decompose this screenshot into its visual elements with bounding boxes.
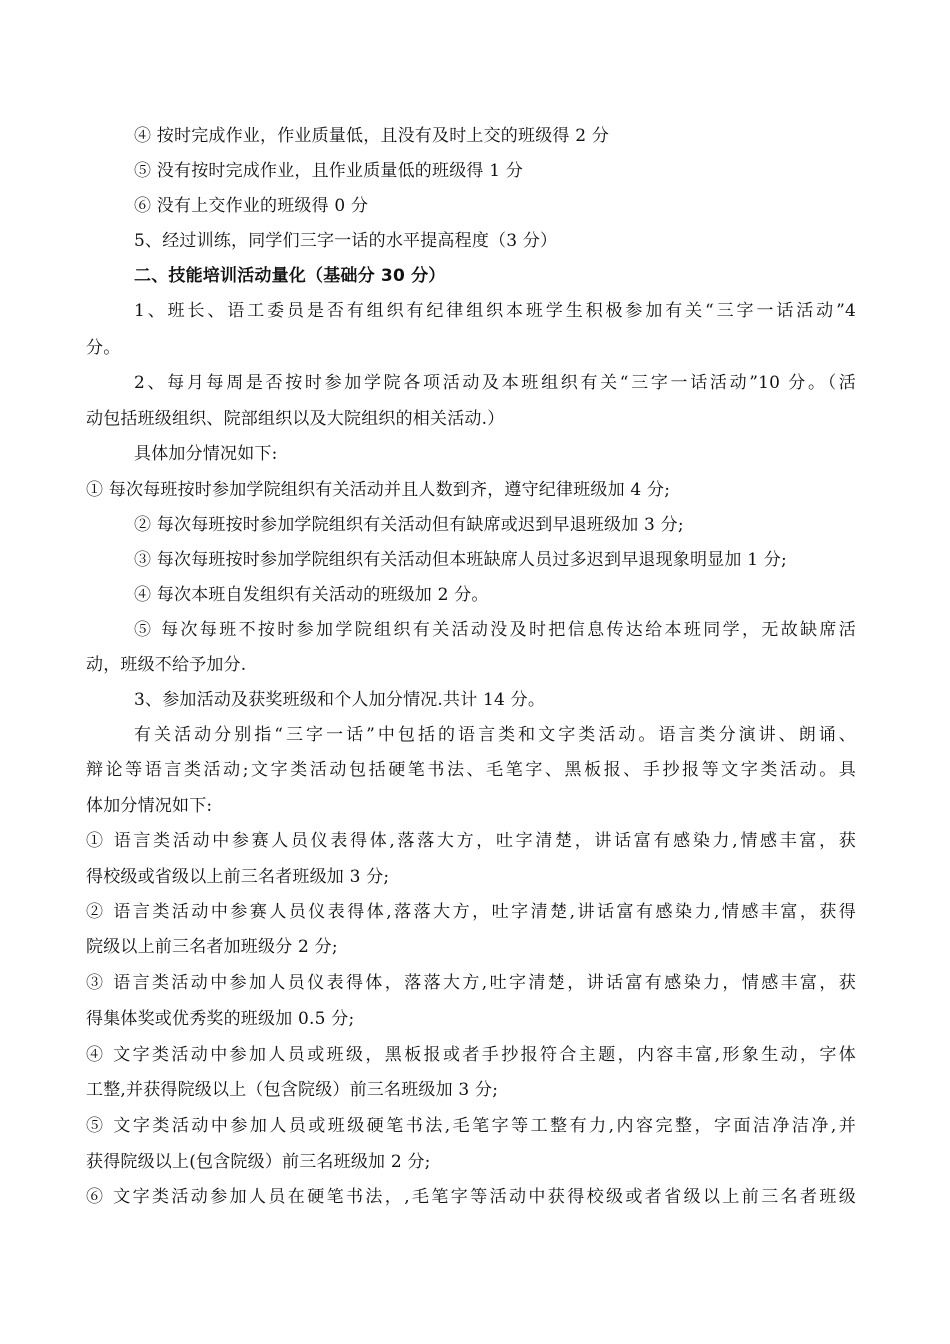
award-item-6-line-1: ⑥ 文字类活动参加人员在硬笔书法，,毛笔字等活动中获得校级或者省级以上前三名者班级 [86,1187,856,1207]
paragraph-1-line-2: 分。 [86,338,121,358]
scoring-item-5-line-2: 动，班级不给予加分. [86,655,247,675]
award-item-3-line-2: 得集体奖或优秀奖的班级加 0.5 分; [86,1009,355,1029]
award-item-1-line-2: 得校级或省级以上前三名者班级加 3 分; [86,867,390,887]
award-item-3-line-1: ③ 语言类活动中参加人员仪表得体，落落大方,吐字清楚，讲话富有感染力，情感丰富，获 [86,973,856,993]
scoring-item-2: ② 每次每班按时参加学院组织有关活动但有缺席或迟到早退班级加 3 分; [134,515,684,535]
award-item-4-line-2: 工整,并获得院级以上（包含院级）前三名班级加 3 分; [86,1080,499,1100]
activity-desc-line-3: 体加分情况如下: [86,796,213,816]
scoring-item-1: ① 每次每班按时参加学院组织有关活动并且人数到齐，遵守纪律班级加 4 分; [86,480,671,500]
paragraph-2-line-1: 2、每月每周是否按时参加学院各项活动及本班组织有关“三字一话活动”10 分。（活 [134,373,856,393]
scoring-intro: 具体加分情况如下: [134,444,278,464]
award-item-4-line-1: ④ 文字类活动中参加人员或班级，黑板报或者手抄报符合主题，内容丰富,形象生动，字体 [86,1045,856,1065]
item-5-homework-incomplete: ⑤ 没有按时完成作业，且作业质量低的班级得 1 分 [134,161,524,181]
paragraph-3: 3、参加活动及获奖班级和个人加分情况.共计 14 分。 [134,690,546,710]
award-item-2-line-1: ② 语言类活动中参赛人员仪表得体,落落大方，吐字清楚,讲话富有感染力,情感丰富，获得 [86,902,856,922]
point-5-improvement: 5、经过训练，同学们三字一话的水平提高程度（3 分） [134,231,558,251]
paragraph-1-line-1: 1、班长、语工委员是否有组织有纪律组织本班学生积极参加有关“三字一话活动”4 [134,301,856,321]
award-item-5-line-2: 获得院级以上(包含院级）前三名班级加 2 分; [86,1152,431,1172]
item-4-homework-late: ④ 按时完成作业，作业质量低，且没有及时上交的班级得 2 分 [134,126,610,146]
paragraph-2-line-2: 动包括班级组织、院部组织以及大院组织的相关活动.） [86,409,505,429]
activity-desc-line-1: 有关活动分别指“三字一话”中包括的语言类和文字类活动。语言类分演讲、朗诵、 [134,725,856,745]
award-item-5-line-1: ⑤ 文字类活动中参加人员或班级硬笔书法,毛笔字等工整有力,内容完整，字面洁净洁净,并 [86,1116,856,1136]
item-6-homework-missing: ⑥ 没有上交作业的班级得 0 分 [134,196,369,216]
scoring-item-5-line-1: ⑤ 每次每班不按时参加学院组织有关活动没及时把信息传达给本班同学，无故缺席活 [134,620,856,640]
award-item-2-line-2: 院级以上前三名者加班级分 2 分; [86,937,338,957]
section-heading-skills-training: 二、技能培训活动量化（基础分 30 分） [134,266,446,286]
award-item-1-line-1: ① 语言类活动中参赛人员仪表得体,落落大方，吐字清楚，讲话富有感染力,情感丰富，获 [86,831,856,851]
scoring-item-4: ④ 每次本班自发组织有关活动的班级加 2 分。 [134,585,489,605]
activity-desc-line-2: 辩论等语言类活动;文字类活动包括硬笔书法、毛笔字、黑板报、手抄报等文字类活动。具 [86,760,856,780]
scoring-item-3: ③ 每次每班按时参加学院组织有关活动但本班缺席人员过多迟到早退现象明显加 1 分; [134,550,787,570]
